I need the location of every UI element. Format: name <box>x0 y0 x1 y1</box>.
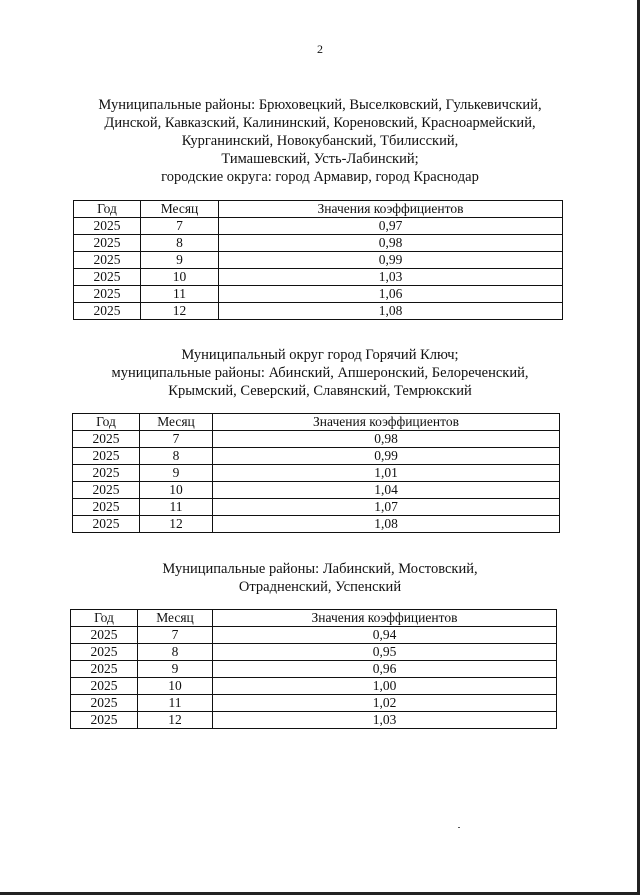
table-header-row <box>73 414 560 431</box>
cell-year: 2025 <box>73 516 140 533</box>
cell-month: 7 <box>141 218 219 235</box>
cell-year: 2025 <box>73 448 140 465</box>
column-header-value: Значения коэффициентов <box>219 201 563 218</box>
table-row <box>74 286 563 303</box>
table-row <box>73 516 560 533</box>
cell-year: 2025 <box>73 465 140 482</box>
table-row <box>74 235 563 252</box>
cell-year: 2025 <box>74 252 141 269</box>
cell-month: 10 <box>141 269 219 286</box>
table-header-row <box>71 610 557 627</box>
coefficients-table-1 <box>73 200 563 320</box>
cell-year: 2025 <box>71 627 138 644</box>
cell-year: 2025 <box>74 235 141 252</box>
cell-value: 1,01 <box>213 465 560 482</box>
cell-year: 2025 <box>71 678 138 695</box>
table-row <box>71 678 557 695</box>
cell-year: 2025 <box>74 303 141 320</box>
scan-speck <box>458 827 460 828</box>
cell-month: 12 <box>138 712 213 729</box>
heading-line: Отрадненский, Успенский <box>238 579 402 595</box>
cell-year: 2025 <box>74 218 141 235</box>
cell-month: 11 <box>138 695 213 712</box>
cell-value: 1,08 <box>219 303 563 320</box>
coefficients-table-2 <box>72 413 560 533</box>
table-row <box>74 269 563 286</box>
column-header-month: Месяц <box>141 201 219 218</box>
column-header-year: Год <box>71 610 138 627</box>
table-row <box>74 303 563 320</box>
cell-month: 8 <box>140 448 213 465</box>
cell-value: 0,98 <box>219 235 563 252</box>
heading-line: Муниципальные районы: Лабинский, Мостовский, <box>162 561 478 577</box>
heading-line: муниципальные районы: Абинский, Апшеронский, Белореченский, <box>111 365 529 381</box>
cell-year: 2025 <box>71 644 138 661</box>
cell-value: 0,96 <box>213 661 557 678</box>
table-row <box>71 661 557 678</box>
cell-value: 1,07 <box>213 499 560 516</box>
cell-year: 2025 <box>73 482 140 499</box>
cell-year: 2025 <box>74 269 141 286</box>
cell-month: 8 <box>141 235 219 252</box>
heading-line: Динской, Кавказский, Калининский, Кореновский, Красноармейский, <box>104 115 536 131</box>
cell-month: 10 <box>140 482 213 499</box>
cell-month: 11 <box>140 499 213 516</box>
table-row <box>73 431 560 448</box>
heading-line: городские округа: город Армавир, город Краснодар <box>161 169 479 185</box>
cell-year: 2025 <box>74 286 141 303</box>
column-header-month: Месяц <box>140 414 213 431</box>
cell-month: 12 <box>140 516 213 533</box>
cell-month: 8 <box>138 644 213 661</box>
table-row <box>73 499 560 516</box>
cell-value: 1,03 <box>213 712 557 729</box>
heading-line: Тимашевский, Усть-Лабинский; <box>221 151 419 167</box>
table-row <box>73 482 560 499</box>
cell-month: 9 <box>140 465 213 482</box>
cell-value: 0,99 <box>219 252 563 269</box>
heading-line: Курганинский, Новокубанский, Тбилисский, <box>181 133 459 149</box>
cell-value: 0,97 <box>219 218 563 235</box>
column-header-year: Год <box>74 201 141 218</box>
heading-line: Муниципальные районы: Брюховецкий, Выселковский, Гулькевичский, <box>98 97 542 113</box>
heading-line: Крымский, Северский, Славянский, Темрюкский <box>168 383 472 399</box>
cell-value: 0,95 <box>213 644 557 661</box>
table-row <box>71 695 557 712</box>
section-1-heading <box>0 96 640 186</box>
cell-year: 2025 <box>73 499 140 516</box>
table-row <box>74 252 563 269</box>
column-header-value: Значения коэффициентов <box>213 414 560 431</box>
cell-value: 1,06 <box>219 286 563 303</box>
coefficients-table-3 <box>70 609 557 729</box>
cell-value: 0,98 <box>213 431 560 448</box>
column-header-month: Месяц <box>138 610 213 627</box>
table-row <box>71 644 557 661</box>
cell-value: 1,04 <box>213 482 560 499</box>
cell-value: 1,02 <box>213 695 557 712</box>
heading-line: Муниципальный округ город Горячий Ключ; <box>181 347 459 363</box>
cell-month: 11 <box>141 286 219 303</box>
cell-year: 2025 <box>71 712 138 729</box>
page-number: 2 <box>317 42 323 56</box>
cell-value: 0,94 <box>213 627 557 644</box>
section-2-heading <box>0 346 640 400</box>
cell-month: 7 <box>138 627 213 644</box>
cell-value: 1,03 <box>219 269 563 286</box>
cell-month: 9 <box>141 252 219 269</box>
section-3-heading <box>0 560 640 596</box>
table-row <box>74 218 563 235</box>
table-row <box>73 448 560 465</box>
cell-year: 2025 <box>73 431 140 448</box>
cell-year: 2025 <box>71 695 138 712</box>
cell-value: 1,08 <box>213 516 560 533</box>
cell-month: 7 <box>140 431 213 448</box>
table-row <box>71 627 557 644</box>
cell-value: 0,99 <box>213 448 560 465</box>
cell-month: 10 <box>138 678 213 695</box>
table-row <box>71 712 557 729</box>
column-header-value: Значения коэффициентов <box>213 610 557 627</box>
cell-month: 12 <box>141 303 219 320</box>
table-header-row <box>74 201 563 218</box>
column-header-year: Год <box>73 414 140 431</box>
cell-month: 9 <box>138 661 213 678</box>
cell-year: 2025 <box>71 661 138 678</box>
table-row <box>73 465 560 482</box>
cell-value: 1,00 <box>213 678 557 695</box>
